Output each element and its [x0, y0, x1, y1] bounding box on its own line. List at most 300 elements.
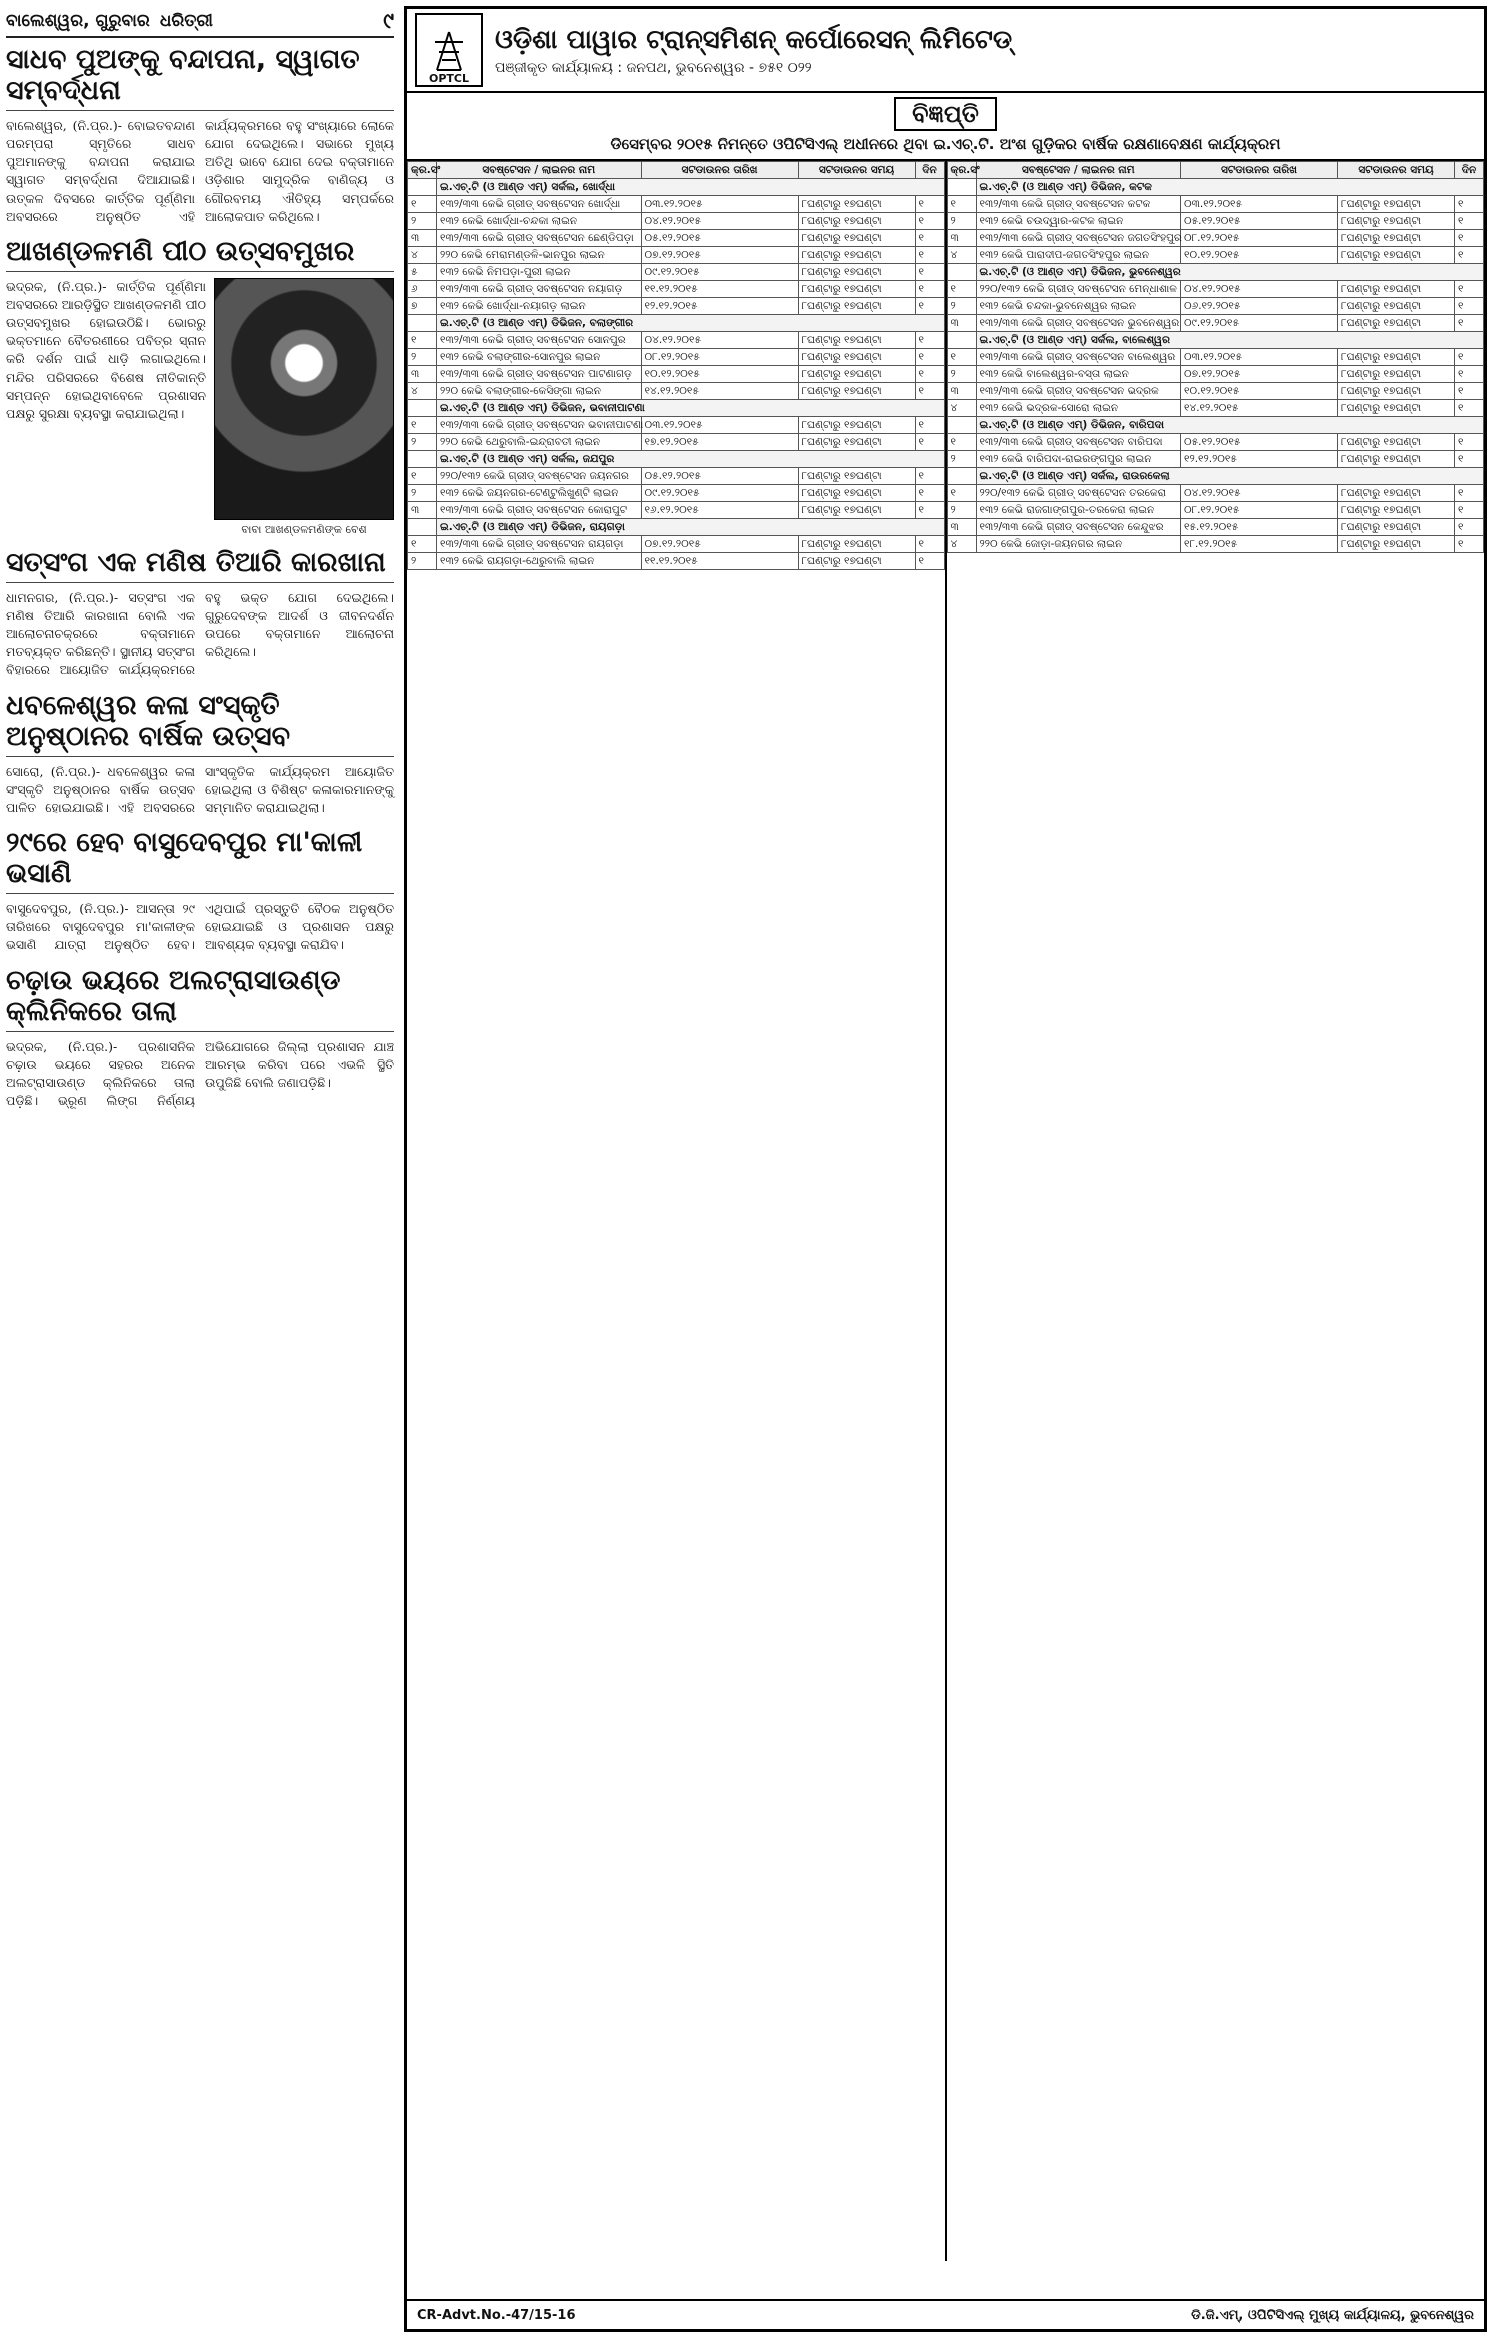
org-name: ଓଡ଼ିଶା ପାୱାର ଟ୍ରାନ୍ସମିଶନ୍ କର୍ପୋରେସନ୍ ଲିମିଟେଡ୍ — [495, 24, 1013, 55]
table-cell — [408, 178, 437, 195]
table-cell: ୧ — [408, 195, 437, 212]
table-cell: ୧୩୨/୩୩ କେଭି ଗ୍ରୀଡ୍ ସବଷ୍ଟେସନ ଖୋର୍ଦ୍ଧା — [437, 195, 642, 212]
table-cell — [947, 467, 976, 484]
table-cell: ୧୩୨/୩୩ କେଭି ଗ୍ରୀଡ୍ ସବଷ୍ଟେସନ ଭୁବନେଶ୍ୱର — [976, 314, 1181, 331]
table-cell: ୦୩.୧୨.୨୦୧୫ — [641, 195, 798, 212]
table-cell: ୦୯.୧୨.୨୦୧୫ — [641, 263, 798, 280]
table-cell: ୦୭.୧୨.୨୦୧୫ — [641, 246, 798, 263]
table-cell: ୦୪.୧୨.୨୦୧୫ — [641, 331, 798, 348]
table-cell: ୧୩୨ କେଭି ଚଉଦ୍ୱାର-କଟକ ଲାଇନ — [976, 212, 1181, 229]
table-cell: ୧ — [1455, 297, 1484, 314]
table-cell: ୧ — [1455, 518, 1484, 535]
table-cell: ୮ଘଣ୍ଟାରୁ ୧୭ଘଣ୍ଟା — [798, 433, 915, 450]
table-cell: ୧୦.୧୨.୨୦୧୫ — [641, 365, 798, 382]
table-cell: ୧ — [915, 433, 944, 450]
section-heading: ଇ.ଏଚ୍.ଟି (ଓ ଆଣ୍ଡ ଏମ୍) ସର୍କଲ, ଜଯପୁର — [437, 450, 945, 467]
col-time: ସଟଡାଉନର ସମୟ — [1338, 161, 1455, 178]
table-cell: ୧ — [947, 348, 976, 365]
table-cell: ୮ଘଣ୍ଟାରୁ ୧୭ଘଣ୍ଟା — [1338, 399, 1455, 416]
story-4-headline: ଧବଳେଶ୍ୱର କଳା ସଂସ୍କୃତି ଅନୁଷ୍ଠାନର ବାର୍ଷିକ ଉତ୍ସବ — [6, 690, 394, 757]
table-cell: ୧୪.୧୨.୨୦୧୫ — [1181, 399, 1338, 416]
table-row — [947, 467, 1484, 484]
story-2-figure — [214, 278, 394, 537]
table-cell: ୧୩୨ କେଭି ନିମପଡ଼ା-ପୁରୀ ଲାଇନ — [437, 263, 642, 280]
table-cell: ୮ଘଣ୍ଟାରୁ ୧୭ଘଣ୍ଟା — [1338, 535, 1455, 552]
advt-number: CR-Advt.No.-47/15-16 — [417, 2307, 576, 2323]
table-cell — [408, 518, 437, 535]
table-cell: ୦୫.୧୨.୨୦୧୫ — [1181, 433, 1338, 450]
table-cell: ୧୨.୧୨.୨୦୧୫ — [641, 297, 798, 314]
table-cell: ୧୮.୧୨.୨୦୧୫ — [1181, 535, 1338, 552]
table-row — [947, 416, 1484, 433]
table-cell: ୮ଘଣ୍ଟାରୁ ୧୭ଘଣ୍ଟା — [1338, 484, 1455, 501]
table-cell: ୧୩୨ କେଭି ରାଜଗାଙ୍ଗପୁର-ତରକେରା ଲାଇନ — [976, 501, 1181, 518]
col-days: ଦିନ — [1455, 161, 1484, 178]
section-heading: ଇ.ଏଚ୍.ଟି (ଓ ଆଣ୍ଡ ଏମ୍) ସର୍କଲ, ରାଉରକେଲା — [976, 467, 1484, 484]
table-cell: ୧ — [1455, 399, 1484, 416]
table-cell: ୦୪.୧୨.୨୦୧୫ — [1181, 280, 1338, 297]
table-cell: ୨ — [947, 365, 976, 382]
table-cell: ୧ — [1455, 280, 1484, 297]
table-cell: ୪ — [408, 382, 437, 399]
table-row — [947, 331, 1484, 348]
table-row — [947, 535, 1484, 552]
table-cell: ୮ଘଣ୍ଟାରୁ ୧୭ଘଣ୍ଟା — [1338, 212, 1455, 229]
table-cell: ୦୩.୧୨.୨୦୧୫ — [641, 416, 798, 433]
table-cell: ୧୧.୧୨.୨୦୧୫ — [641, 280, 798, 297]
table-cell: ୮ଘଣ୍ଟାରୁ ୧୭ଘଣ୍ଟା — [798, 280, 915, 297]
table-cell: ୮ଘଣ୍ଟାରୁ ୧୭ଘଣ୍ଟା — [798, 297, 915, 314]
table-cell: ୨୨୦ କେଭି ଜୋଡ଼ା-ଜୟନଗର ଲାଇନ — [976, 535, 1181, 552]
table-row — [947, 501, 1484, 518]
table-cell: ୧ — [1455, 450, 1484, 467]
table-cell: ୮ଘଣ୍ଟାରୁ ୧୭ଘଣ୍ଟା — [1338, 297, 1455, 314]
table-cell: ୧୩୨ କେଭି ଜୟନଗର-ଟେଣ୍ଟୁଲିଖୁଣ୍ଟି ଲାଇନ — [437, 484, 642, 501]
table-cell: ୧ — [915, 416, 944, 433]
table-cell: ୧୩୨ କେଭି ଚନ୍ଦକା-ଭୁବନେଶ୍ୱର ଲାଇନ — [976, 297, 1181, 314]
table-cell: ୧୩୨/୩୩ କେଭି ଗ୍ରୀଡ୍ ସବଷ୍ଟେସନ ବାଲେଶ୍ୱର — [976, 348, 1181, 365]
notice-heading — [407, 93, 1484, 161]
table-cell: ୦୪.୧୨.୨୦୧୫ — [1181, 484, 1338, 501]
table-cell: ୧୩୨/୩୩ କେଭି ଗ୍ରୀଡ୍ ସବଷ୍ଟେସନ ଭଦ୍ରକ — [976, 382, 1181, 399]
table-cell: ୨୨୦/୧୩୨ କେଭି ଗ୍ରୀଡ୍ ସବଷ୍ଟେସନ ତରକେରା — [976, 484, 1181, 501]
table-row — [408, 178, 945, 195]
table-cell: ୪ — [947, 535, 976, 552]
table-cell: ୧୨.୧୨.୨୦୧୫ — [1181, 450, 1338, 467]
deity-photo — [214, 278, 394, 520]
table-cell: ୧୩୨ କେଭି ଭଦ୍ରକ-ସୋରୋ ଲାଇନ — [976, 399, 1181, 416]
table-row — [408, 399, 945, 416]
table-cell: ୧ — [915, 331, 944, 348]
table-cell: ୧ — [915, 467, 944, 484]
table-cell: ୧ — [947, 280, 976, 297]
table-cell: ୧୩୨/୩୩ କେଭି ଗ୍ରୀଡ୍ ସବଷ୍ଟେସନ ଛେଣ୍ଡିପଡ଼ା — [437, 229, 642, 246]
table-cell: ୮ଘଣ୍ଟାରୁ ୧୭ଘଣ୍ଟା — [798, 365, 915, 382]
table-cell: ୧ — [915, 501, 944, 518]
table-cell: ୧ — [1455, 229, 1484, 246]
table-row — [408, 297, 945, 314]
table-cell: ୧ — [1455, 535, 1484, 552]
dateline: ବାଲେଶ୍ୱର, ଗୁରୁବାର — [6, 11, 150, 31]
table-cell: ୨ — [408, 552, 437, 569]
table-cell: ୧୩୨/୩୩ କେଭି ଗ୍ରୀଡ୍ ସବଷ୍ଟେସନ ରାୟଗଡ଼ା — [437, 535, 642, 552]
table-cell — [408, 314, 437, 331]
story-6-headline: ଚଢ଼ାଉ ଭୟରେ ଅଲଟ୍ରାସାଉଣ୍ଡ କ୍ଲିନିକରେ ତାଲା — [6, 965, 394, 1032]
org-address: ପଞ୍ଜୀକୃତ କାର୍ଯ୍ୟାଳୟ : ଜନପଥ, ଭୁବନେଶ୍ୱର - ୭୫୧ ୦୨୨ — [495, 59, 812, 76]
table-cell: ୩ — [947, 518, 976, 535]
table-cell: ୦୩.୧୨.୨୦୧୫ — [1181, 348, 1338, 365]
table-row — [408, 314, 945, 331]
table-row — [408, 501, 945, 518]
table-cell: ୧ — [915, 348, 944, 365]
section-heading: ଇ.ଏଚ୍.ଟି (ଓ ଆଣ୍ଡ ଏମ୍) ସର୍କଲ, ଖୋର୍ଦ୍ଧା — [437, 178, 945, 195]
table-row — [947, 518, 1484, 535]
table-cell: ୧ — [915, 365, 944, 382]
table-cell: ୧୩୨ କେଭି ଖୋର୍ଦ୍ଧା-ଚନ୍ଦକା ଲାଇନ — [437, 212, 642, 229]
story-1-body: ବାଲେଶ୍ୱର, (ନି.ପ୍ର.)- ବୋଇତବନ୍ଦାଣ ପରମ୍ପରା ସ୍ମୃତିରେ ସାଧବ ପୁଅମାନଙ୍କୁ ବନ୍ଦାପନା କରାଯାଇ ସ୍ୱାଗତ ସମ୍ବର୍ଦ୍ଧନା ଦିଆଯାଇଛି। ଉତ୍କଳ ଦିବସରେ କାର୍ତ୍ତିକ ପୂର୍ଣ୍ଣିମା ଅବସରରେ ଅନୁଷ୍ଠିତ ଏହି କାର୍ଯ୍ୟକ୍ରମରେ ବହୁ ସଂଖ୍ୟାରେ ଲୋକେ ଯୋଗ ଦେଇଥିଲେ। ସଭାରେ ମୁଖ୍ୟ ଅତିଥି ଭାବେ ଯୋଗ ଦେଇ ବକ୍ତାମାନେ ଓଡ଼ିଶାର ସାମୁଦ୍ରିକ ବାଣିଜ୍ୟ ଓ ଗୌରବମୟ ଐତିହ୍ୟ ସମ୍ପର୍କରେ ଆଲୋକପାତ କରିଥିଲେ। — [6, 118, 394, 224]
photo-caption: ବାବା ଆଖଣ୍ଡଳମଣିଙ୍କ ବେଶ — [241, 522, 367, 536]
story-2 — [6, 236, 394, 537]
table-row — [947, 365, 1484, 382]
table-cell: ୧ — [915, 263, 944, 280]
story-6-body: ଭଦ୍ରକ, (ନି.ପ୍ର.)- ପ୍ରଶାସନିକ ଚଢ଼ାଉ ଭୟରେ ସହରର ଅନେକ ଅଲଟ୍ରାସାଉଣ୍ଡ କ୍ଲିନିକରେ ତାଲା ପଡ଼ିଛି। ଭ୍ରୂଣ ଲିଙ୍ଗ ନିର୍ଣ୍ଣୟ ଅଭିଯୋଗରେ ଜିଲ୍ଲା ପ୍ରଶାସନ ଯାଞ୍ଚ ଆରମ୍ଭ କରିବା ପରେ ଏଭଳି ସ୍ଥିତି ଉପୁଜିଛି ବୋଲି ଜଣାପଡ଼ିଛି। — [6, 1038, 394, 1108]
table-cell: ୮ଘଣ୍ଟାରୁ ୧୭ଘଣ୍ଟା — [1338, 382, 1455, 399]
table-cell: ୧ — [915, 297, 944, 314]
story-4-body: ସୋରୋ, (ନି.ପ୍ର.)- ଧବଳେଶ୍ୱର କଳା ସଂସ୍କୃତି ଅନୁଷ୍ଠାନର ବାର୍ଷିକ ଉତ୍ସବ ପାଳିତ ହୋଇଯାଇଛି। ଏହି ଅବସରରେ ସାଂସ୍କୃତିକ କାର୍ଯ୍ୟକ୍ରମ ଆୟୋଜିତ ହୋଇଥିଲା ଓ ବିଶିଷ୍ଟ କଳାକାରମାନଙ୍କୁ ସମ୍ମାନିତ କରାଯାଇଥିଲା। — [6, 763, 394, 815]
col-date: ସଟଡାଉନର ତାରିଖ — [1181, 161, 1338, 178]
optcl-notice — [404, 6, 1487, 2332]
table-cell — [408, 450, 437, 467]
table-cell: ୪ — [947, 399, 976, 416]
table-cell: ୧ — [1455, 365, 1484, 382]
table-cell: ୧ — [1455, 484, 1484, 501]
table-cell: ୨ — [947, 450, 976, 467]
table-cell: ୧୭.୧୨.୨୦୧୫ — [641, 433, 798, 450]
schedule-table-right — [947, 161, 1485, 553]
table-cell — [947, 263, 976, 280]
table-cell: ୦୮.୧୨.୨୦୧୫ — [641, 348, 798, 365]
table-cell: ୧୩୨/୩୩ କେଭି ଗ୍ରୀଡ୍ ସବଷ୍ଟେସନ ଜଗତସିଂହପୁର — [976, 229, 1181, 246]
table-cell: ୩ — [947, 229, 976, 246]
table-cell: ୩ — [408, 365, 437, 382]
table-row — [408, 348, 945, 365]
table-cell: ୧୩୨ କେଭି ରାୟଗଡ଼ା-ଥେରୁବାଲି ଲାଇନ — [437, 552, 642, 569]
table-cell: ୮ଘଣ୍ଟାରୁ ୧୭ଘଣ୍ଟା — [1338, 365, 1455, 382]
table-cell: ୦୫.୧୨.୨୦୧୫ — [641, 229, 798, 246]
table-cell: ୨ — [947, 212, 976, 229]
story-1-headline: ସାଧବ ପୁଅଙ୍କୁ ବନ୍ଦାପନା, ସ୍ୱାଗତ ସମ୍ବର୍ଦ୍ଧନା — [6, 44, 394, 111]
col-name: ସବଷ୍ଟେସନ / ଲାଇନର ନାମ — [437, 161, 642, 178]
table-cell: ୮ଘଣ୍ଟାରୁ ୧୭ଘଣ୍ଟା — [1338, 246, 1455, 263]
table-row — [947, 212, 1484, 229]
story-2-body: ଭଦ୍ରକ, (ନି.ପ୍ର.)- କାର୍ତ୍ତିକ ପୂର୍ଣ୍ଣିମା ଅବସରରେ ଆରଡ଼ିସ୍ଥିତ ଆଖଣ୍ଡଳମଣି ପୀଠ ଉତ୍ସବମୁଖର ହୋଇଉଠିଛି। ଭୋରରୁ ଭକ୍ତମାନେ ବୈତରଣୀରେ ପବିତ୍ର ସ୍ନାନ କରି ଦର୍ଶନ ପାଇଁ ଧାଡ଼ି ଲଗାଇଥିଲେ। ମନ୍ଦିର ପରିସରରେ ବିଶେଷ ନୀତିକାନ୍ତି ସମ୍ପନ୍ନ ହୋଇଥିବାବେଳେ ପ୍ରଶାସନ ପକ୍ଷରୁ ସୁରକ୍ଷା ବ୍ୟବସ୍ଥା କରାଯାଇଥିଲା। — [6, 278, 206, 421]
table-cell: ୮ଘଣ୍ଟାରୁ ୧୭ଘଣ୍ଟା — [798, 484, 915, 501]
table-cell: ୧ — [915, 484, 944, 501]
table-cell: ୮ଘଣ୍ଟାରୁ ୧୭ଘଣ୍ଟା — [798, 246, 915, 263]
story-2-row — [6, 278, 394, 537]
table-cell: ୬ — [408, 280, 437, 297]
table-row — [947, 450, 1484, 467]
table-header-row — [408, 161, 945, 178]
col-sl: କ୍ର.ସଂ — [408, 161, 437, 178]
table-cell: ୧୦.୧୨.୨୦୧୫ — [1181, 246, 1338, 263]
table-cell: ୧୩୨/୩୩ କେଭି ଗ୍ରୀଡ୍ ସବଷ୍ଟେସନ ପାଟଣାଗଡ଼ — [437, 365, 642, 382]
table-cell: ୦୭.୧୨.୨୦୧୫ — [1181, 365, 1338, 382]
table-cell: ୧ — [1455, 501, 1484, 518]
table-cell: ୧୩୨ କେଭି ବାରିପଦା-ରାଇରଙ୍ଗପୁର ଲାଇନ — [976, 450, 1181, 467]
table-row — [947, 399, 1484, 416]
table-cell: ୮ଘଣ୍ଟାରୁ ୧୭ଘଣ୍ଟା — [798, 552, 915, 569]
table-cell: ୮ଘଣ୍ଟାରୁ ୧୭ଘଣ୍ଟା — [1338, 518, 1455, 535]
table-cell: ୧୩୨ କେଭି ପାରାଦୀପ-ଜଗତସିଂହପୁର ଲାଇନ — [976, 246, 1181, 263]
table-cell: ୨୨୦ କେଭି ଥେରୁବାଲି-ଇନ୍ଦ୍ରାବତୀ ଲାଇନ — [437, 433, 642, 450]
table-row — [408, 195, 945, 212]
table-cell — [947, 416, 976, 433]
schedule-right — [947, 161, 1485, 2261]
table-row — [947, 229, 1484, 246]
notice-description: ଡିସେମ୍ବର ୨୦୧୫ ନିମନ୍ତେ ଓପିଟିସିଏଲ୍ ଅଧୀନରେ ଥିବା ଇ.ଏଚ୍.ଟି. ଅଂଶ ଗୁଡ଼ିକର ବାର୍ଷିକ ରକ୍ଷଣାବେକ୍ଷଣ କାର୍ଯ୍ୟକ୍ରମ — [610, 135, 1281, 153]
table-cell: ୮ଘଣ୍ଟାରୁ ୧୭ଘଣ୍ଟା — [1338, 229, 1455, 246]
table-cell: ୧ — [915, 280, 944, 297]
table-row — [408, 467, 945, 484]
table-row — [947, 178, 1484, 195]
transmission-tower-icon — [429, 30, 469, 72]
table-cell: ୧୩୨/୩୩ କେଭି ଗ୍ରୀଡ୍ ସବଷ୍ଟେସନ କୋରାପୁଟ — [437, 501, 642, 518]
table-cell: ୧୫.୧୨.୨୦୧୫ — [1181, 518, 1338, 535]
table-cell: ୧ — [1455, 314, 1484, 331]
table-row — [947, 348, 1484, 365]
table-cell: ୧ — [915, 535, 944, 552]
story-4 — [6, 690, 394, 817]
col-sl: କ୍ର.ସଂ — [947, 161, 976, 178]
table-cell: ୨୨୦ କେଭି ମେରାମଣ୍ଡଳି-ଭାନପୁର ଲାଇନ — [437, 246, 642, 263]
table-cell: ୧୧.୧୨.୨୦୧୫ — [641, 552, 798, 569]
table-cell: ୦୭.୧୨.୨୦୧୫ — [641, 535, 798, 552]
table-cell: ୮ଘଣ୍ଟାରୁ ୧୭ଘଣ୍ଟା — [798, 501, 915, 518]
table-cell: ୮ଘଣ୍ଟାରୁ ୧୭ଘଣ୍ଟା — [1338, 433, 1455, 450]
col-days: ଦିନ — [915, 161, 944, 178]
table-cell: ୧ — [408, 331, 437, 348]
section-heading: ଇ.ଏଚ୍.ଟି (ଓ ଆଣ୍ଡ ଏମ୍) ଡିଭିଜନ, ଭବାନୀପାଟଣା — [437, 399, 945, 416]
table-cell: ୩ — [947, 382, 976, 399]
optcl-logo — [415, 13, 483, 87]
table-row — [947, 195, 1484, 212]
story-3-body: ଧାମନଗର, (ନି.ପ୍ର.)- ସତ୍ସଂଗ ଏକ ମଣିଷ ତିଆରି କାରଖାନା ବୋଲି ଏକ ଆଲୋଚନାଚକ୍ରରେ ବକ୍ତାମାନେ ମତବ୍ୟକ୍ତ କରିଛନ୍ତି। ସ୍ଥାନୀୟ ସତ୍ସଂଗ ବିହାରରେ ଆୟୋଜିତ କାର୍ଯ୍ୟକ୍ରମରେ ବହୁ ଭକ୍ତ ଯୋଗ ଦେଇଥିଲେ। ଗୁରୁଦେବଙ୍କ ଆଦର୍ଶ ଓ ଜୀବନଦର୍ଶନ ଉପରେ ବକ୍ତାମାନେ ଆଲୋଚନା କରିଥିଲେ। — [6, 589, 394, 678]
news-column — [6, 44, 394, 2334]
table-cell: ୧୩୨/୩୩ କେଭି ଗ୍ରୀଡ୍ ସବଷ୍ଟେସନ କେନ୍ଦୁଝର — [976, 518, 1181, 535]
table-cell: ୫ — [408, 263, 437, 280]
section-heading: ଇ.ଏଚ୍.ଟି (ଓ ଆଣ୍ଡ ଏମ୍) ଡିଭିଜନ, ରାୟଗଡ଼ା — [437, 518, 945, 535]
table-cell: ୨ — [408, 484, 437, 501]
page-number: ୯ — [383, 8, 394, 34]
table-cell: ୮ଘଣ୍ଟାରୁ ୧୭ଘଣ୍ଟା — [798, 331, 915, 348]
table-cell: ୨ — [408, 348, 437, 365]
paper-name: ଧରିତ୍ରୀ — [159, 11, 213, 31]
table-row — [408, 331, 945, 348]
table-cell: ୮ଘଣ୍ଟାରୁ ୧୭ଘଣ୍ଟା — [798, 535, 915, 552]
table-cell: ୨୨୦/୧୩୨ କେଭି ଗ୍ରୀଡ୍ ସବଷ୍ଟେସନ ମେନ୍ଧାଶାଳ — [976, 280, 1181, 297]
table-cell: ୨ — [408, 212, 437, 229]
table-cell: ୧୩୨/୩୩ କେଭି ଗ୍ରୀଡ୍ ସବଷ୍ଟେସନ ନୟାଗଡ଼ — [437, 280, 642, 297]
table-cell: ୧୩୨/୩୩ କେଭି ଗ୍ରୀଡ୍ ସବଷ୍ଟେସନ କଟକ — [976, 195, 1181, 212]
table-cell: ୭ — [408, 297, 437, 314]
table-row — [408, 382, 945, 399]
table-row — [408, 263, 945, 280]
story-3-headline: ସତ୍ସଂଗ ଏକ ମଣିଷ ତିଆରି କାରଖାନା — [6, 547, 394, 583]
schedule-body-right — [947, 178, 1484, 552]
table-cell: ୮ଘଣ୍ଟାରୁ ୧୭ଘଣ୍ଟା — [798, 229, 915, 246]
section-heading: ଇ.ଏଚ୍.ଟି (ଓ ଆଣ୍ଡ ଏମ୍) ଡିଭିଜନ, କଟକ — [976, 178, 1484, 195]
notice-title: ବିଜ୍ଞପ୍ତି — [894, 97, 997, 131]
table-cell — [947, 178, 976, 195]
table-row — [947, 314, 1484, 331]
table-cell: ୧ — [915, 212, 944, 229]
table-row — [947, 297, 1484, 314]
table-cell: ୧୩୨ କେଭି ଖୋର୍ଦ୍ଧା-ନୟାଗଡ଼ ଲାଇନ — [437, 297, 642, 314]
table-cell: ୧ — [947, 484, 976, 501]
table-cell: ୩ — [408, 229, 437, 246]
table-cell: ୨ — [947, 501, 976, 518]
section-heading: ଇ.ଏଚ୍.ଟି (ଓ ଆଣ୍ଡ ଏମ୍) ଡିଭିଜନ, ଭୁବନେଶ୍ୱର — [976, 263, 1484, 280]
table-cell: ୧ — [408, 535, 437, 552]
col-name: ସବଷ୍ଟେସନ / ଲାଇନର ନାମ — [976, 161, 1181, 178]
col-date: ସଟଡାଉନର ତାରିଖ — [641, 161, 798, 178]
table-cell — [408, 399, 437, 416]
table-cell: ୧ — [1455, 246, 1484, 263]
table-cell: ୦୮.୧୨.୨୦୧୫ — [1181, 501, 1338, 518]
table-cell: ୮ଘଣ୍ଟାରୁ ୧୭ଘଣ୍ଟା — [1338, 280, 1455, 297]
table-cell — [947, 331, 976, 348]
section-heading: ଇ.ଏଚ୍.ଟି (ଓ ଆଣ୍ଡ ଏମ୍) ଡିଭିଜନ, ବାରିପଦା — [976, 416, 1484, 433]
table-row — [947, 484, 1484, 501]
table-cell: ୧୩୨ କେଭି ବାଲେଶ୍ୱର-ବସ୍ତା ଲାଇନ — [976, 365, 1181, 382]
table-cell: ୧୬.୧୨.୨୦୧୫ — [641, 501, 798, 518]
table-cell: ୧ — [1455, 433, 1484, 450]
org-block — [495, 25, 1012, 76]
table-row — [947, 382, 1484, 399]
table-cell: ୦୯.୧୨.୨୦୧୫ — [1181, 314, 1338, 331]
logo-text: OPTCL — [429, 72, 469, 85]
table-cell: ୧୩୨/୩୩ କେଭି ଗ୍ରୀଡ୍ ସବଷ୍ଟେସନ ସୋନପୁର — [437, 331, 642, 348]
table-cell: ୮ଘଣ୍ଟାରୁ ୧୭ଘଣ୍ଟା — [1338, 314, 1455, 331]
table-row — [408, 365, 945, 382]
table-cell: ୧୪.୧୨.୨୦୧୫ — [641, 382, 798, 399]
table-row — [947, 433, 1484, 450]
ad-footer — [407, 2299, 1484, 2329]
ad-header — [407, 9, 1484, 93]
table-cell: ୮ଘଣ୍ଟାରୁ ୧୭ଘଣ୍ଟା — [798, 195, 915, 212]
table-cell: ୮ଘଣ୍ଟାରୁ ୧୭ଘଣ୍ଟା — [1338, 450, 1455, 467]
schedule-columns — [407, 161, 1484, 2261]
folio-bar — [6, 6, 394, 38]
table-row — [408, 433, 945, 450]
section-heading: ଇ.ଏଚ୍.ଟି (ଓ ଆଣ୍ଡ ଏମ୍) ସର୍କଲ, ବାଲେଶ୍ୱର — [976, 331, 1484, 348]
table-cell: ୧ — [915, 382, 944, 399]
table-row — [408, 212, 945, 229]
table-cell: ୩ — [947, 314, 976, 331]
table-cell: ୧୩୨/୩୩ କେଭି ଗ୍ରୀଡ୍ ସବଷ୍ଟେସନ ବାରିପଦା — [976, 433, 1181, 450]
table-row — [947, 280, 1484, 297]
table-cell: ୦୫.୧୨.୨୦୧୫ — [641, 467, 798, 484]
table-row — [408, 535, 945, 552]
table-cell: ୧ — [1455, 382, 1484, 399]
schedule-left — [407, 161, 947, 2261]
story-5-body: ବାସୁଦେବପୁର, (ନି.ପ୍ର.)- ଆସନ୍ତା ୨୯ ତାରିଖରେ ବାସୁଦେବପୁର ମା'କାଳୀଙ୍କ ଭସାଣି ଯାତ୍ରା ଅନୁଷ୍ଠିତ ହେବ। ଏଥିପାଇଁ ପ୍ରସ୍ତୁତି ବୈଠକ ଅନୁଷ୍ଠିତ ହୋଇଯାଇଛି ଓ ପ୍ରଶାସନ ପକ୍ଷରୁ ଆବଶ୍ୟକ ବ୍ୟବସ୍ଥା କରାଯିବ। — [6, 901, 394, 953]
table-header-row — [947, 161, 1484, 178]
table-cell: ୧ — [915, 195, 944, 212]
table-row — [947, 246, 1484, 263]
story-1 — [6, 44, 394, 226]
table-row — [408, 416, 945, 433]
table-cell: ୦୩.୧୨.୨୦୧୫ — [1181, 195, 1338, 212]
table-cell: ୦୫.୧୨.୨୦୧୫ — [1181, 212, 1338, 229]
table-row — [408, 450, 945, 467]
table-cell: ୪ — [408, 246, 437, 263]
table-cell: ୧ — [1455, 212, 1484, 229]
table-cell: ୧ — [915, 552, 944, 569]
table-row — [408, 229, 945, 246]
table-cell: ୧ — [1455, 348, 1484, 365]
table-row — [408, 484, 945, 501]
table-cell: ୮ଘଣ୍ଟାରୁ ୧୭ଘଣ୍ଟା — [798, 382, 915, 399]
table-row — [408, 246, 945, 263]
table-cell: ୮ଘଣ୍ଟାରୁ ୧୭ଘଣ୍ଟା — [798, 416, 915, 433]
story-3 — [6, 547, 394, 680]
table-cell: ୮ଘଣ୍ଟାରୁ ୧୭ଘଣ୍ଟା — [798, 263, 915, 280]
table-cell: ୮ଘଣ୍ଟାରୁ ୧୭ଘଣ୍ଟା — [1338, 195, 1455, 212]
table-cell: ୧ — [915, 229, 944, 246]
table-cell: ୮ଘଣ୍ଟାରୁ ୧୭ଘଣ୍ଟା — [798, 212, 915, 229]
table-row — [408, 552, 945, 569]
table-cell: ୧ — [947, 195, 976, 212]
table-row — [947, 263, 1484, 280]
table-cell: ୧୩୨/୩୩ କେଭି ଗ୍ରୀଡ୍ ସବଷ୍ଟେସନ ଭବାନୀପାଟଣା — [437, 416, 642, 433]
table-cell: ୧ — [408, 467, 437, 484]
table-row — [408, 518, 945, 535]
table-cell: ୨ — [408, 433, 437, 450]
table-cell: ୨ — [947, 297, 976, 314]
table-cell: ୦୯.୧୨.୨୦୧୫ — [641, 484, 798, 501]
table-cell: ୨୨୦/୧୩୨ କେଭି ଗ୍ରୀଡ୍ ସବଷ୍ଟେସନ ଜୟନଗର — [437, 467, 642, 484]
schedule-table-left — [407, 161, 945, 570]
table-cell: ୮ଘଣ୍ଟାରୁ ୧୭ଘଣ୍ଟା — [1338, 348, 1455, 365]
table-cell: ୧ — [947, 433, 976, 450]
table-cell: ୧ — [408, 416, 437, 433]
story-2-headline: ଆଖଣ୍ଡଳମଣି ପୀଠ ଉତ୍ସବମୁଖର — [6, 236, 394, 272]
table-cell: ୮ଘଣ୍ଟାରୁ ୧୭ଘଣ୍ଟା — [1338, 501, 1455, 518]
table-cell: ୧ — [915, 246, 944, 263]
table-cell: ୦୬.୧୨.୨୦୧୫ — [1181, 297, 1338, 314]
story-5 — [6, 827, 394, 954]
table-cell: ୦୮.୧୨.୨୦୧୫ — [1181, 229, 1338, 246]
table-cell: ୦୪.୧୨.୨୦୧୫ — [641, 212, 798, 229]
story-6 — [6, 965, 394, 1111]
table-cell: ୮ଘଣ୍ଟାରୁ ୧୭ଘଣ୍ଟା — [798, 467, 915, 484]
table-cell: ୩ — [408, 501, 437, 518]
issuing-authority: ଡି.ଜି.ଏମ୍, ଓପିଟିସିଏଲ୍ ମୁଖ୍ୟ କାର୍ଯ୍ୟାଳୟ, ଭୁବନେଶ୍ୱର — [1191, 2307, 1474, 2323]
col-time: ସଟଡାଉନର ସମୟ — [798, 161, 915, 178]
story-5-headline: ୨୯ରେ ହେବ ବାସୁଦେବପୁର ମା'କାଳୀ ଭସାଣି — [6, 827, 394, 894]
table-cell: ୧୦.୧୨.୨୦୧୫ — [1181, 382, 1338, 399]
schedule-body-left — [408, 178, 945, 569]
table-cell: ୨୨୦ କେଭି ବଲାଙ୍ଗୀର-କେସିଙ୍ଗା ଲାଇନ — [437, 382, 642, 399]
table-row — [408, 280, 945, 297]
section-heading: ଇ.ଏଚ୍.ଟି (ଓ ଆଣ୍ଡ ଏମ୍) ଡିଭିଜନ, ବଲାଙ୍ଗୀର — [437, 314, 945, 331]
table-cell: ୪ — [947, 246, 976, 263]
table-cell: ୮ଘଣ୍ଟାରୁ ୧୭ଘଣ୍ଟା — [798, 348, 915, 365]
table-cell: ୧୩୨ କେଭି ବଲାଙ୍ଗୀର-ସୋନପୁର ଲାଇନ — [437, 348, 642, 365]
table-cell: ୧ — [1455, 195, 1484, 212]
